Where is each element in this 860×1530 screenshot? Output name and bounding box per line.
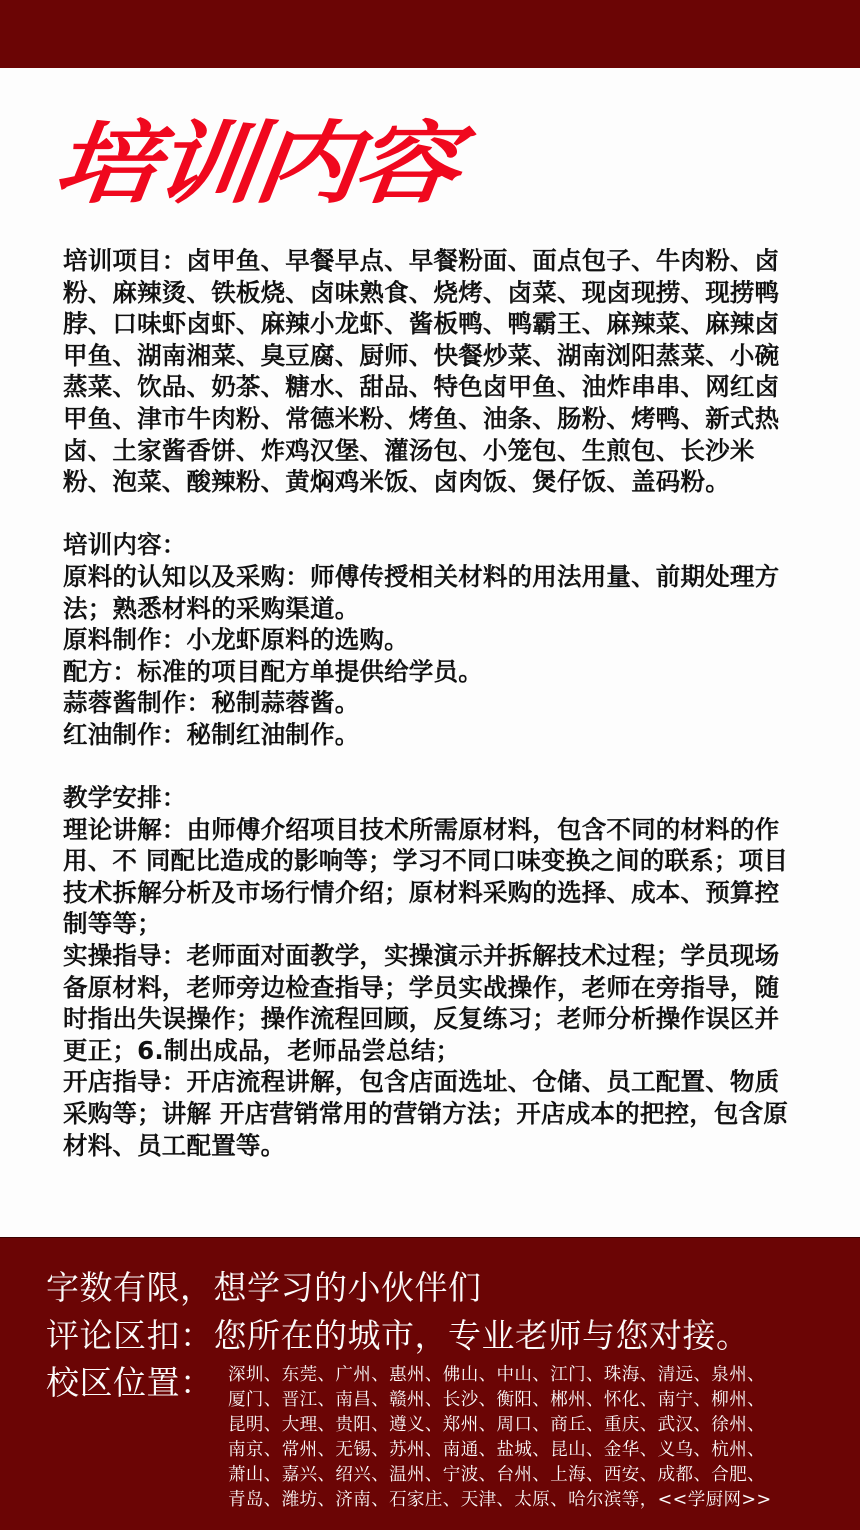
- spacer: [63, 498, 798, 530]
- top-banner: [0, 0, 860, 68]
- teaching-schedule-heading: 教学安排：: [63, 783, 187, 813]
- training-content-heading: 培训内容：: [63, 530, 187, 560]
- training-projects-paragraph: 培训项目：卤甲鱼、早餐早点、早餐粉面、面点包子、牛肉粉、卤粉、麻辣烫、铁板烧、卤味熟食、烧烤、卤菜、现卤现捞、现捞鸭脖、口味虾卤虾、麻辣小龙虾、酱板鸭、鸭霸王、麻辣菜、麻辣卤甲鱼、湖南湘菜、臭豆腐、厨师、快餐炒菜、湖南浏阳蒸菜、小碗蒸菜、饮品、奶茶、糖水、甜品、特色卤甲鱼、油炸串串、网红卤甲鱼、津市牛肉粉、常德米粉、烤鱼、油条、肠粉、烤鸭、新式热卤、土家酱香饼、炸鸡汉堡、灌汤包、小笼包、生煎包、长沙米粉、泡菜、酸辣粉、黄焖鸡米饭、卤肉饭、煲仔饭、盖码粉。: [63, 246, 780, 497]
- content-item: 配方：标准的项目配方单提供给学员。: [63, 656, 483, 686]
- footer-message-line: 字数有限，想学习的小伙伴们: [46, 1268, 482, 1307]
- main-content: [63, 245, 798, 1161]
- schedule-item: 开店指导：开店流程讲解，包含店面选址、仓储、员工配置、物质采购等；讲解 开店营销常用的营销方法；开店成本的把控，包含原材料、员工配置等。: [63, 1067, 789, 1160]
- campus-list: [228, 1363, 828, 1513]
- content-item: 蒜蓉酱制作：秘制蒜蓉酱。: [63, 688, 360, 718]
- spacer: [63, 751, 798, 783]
- schedule-item: 实操指导：老师面对面教学，实操演示并拆解技术过程；学员现场备原材料，老师旁边检查指导；学员实战操作，老师在旁指导，随时指出失误操作；操作流程回顾，反复练习；老师分析操作误区并更正；6.制出成品，老师品尝总结；: [63, 941, 780, 1065]
- footer-comment-prompt: 评论区扣：您所在的城市，专业老师与您对接。: [46, 1316, 750, 1355]
- campus-line: 南京、常州、无锡、苏州、南通、盐城、昆山、金华、义乌、杭州、: [228, 1440, 765, 1460]
- footer-panel: [0, 1237, 860, 1530]
- campus-line: 深圳、东莞、广州、惠州、佛山、中山、江门、珠海、清远、泉州、: [228, 1365, 765, 1385]
- campus-line: 昆明、大理、贵阳、遵义、郑州、周口、商丘、重庆、武汉、徐州、: [228, 1415, 765, 1435]
- page-title: 培训内容: [49, 111, 461, 217]
- campus-line: 青岛、潍坊、济南、石家庄、天津、太原、哈尔滨等，<<学厨网>>: [228, 1490, 772, 1510]
- campus-line: 厦门、晋江、南昌、赣州、长沙、衡阳、郴州、怀化、南宁、柳州、: [228, 1390, 765, 1410]
- campus-label: 校区位置：: [46, 1363, 214, 1402]
- schedule-item: 理论讲解：由师傅介绍项目技术所需原材料，包含不同的材料的作用、不 同配比造成的影响等；学习不同口味变换之间的联系；项目技术拆解分析及市场行情介绍；原材料采购的选择、成本、预算控制等等；: [63, 814, 789, 939]
- content-item: 红油制作：秘制红油制作。: [63, 719, 360, 749]
- campus-line: 萧山、嘉兴、绍兴、温州、宁波、台州、上海、西安、成都、合肥、: [228, 1465, 765, 1485]
- content-item: 原料的认知以及采购：师傅传授相关材料的用法用量、前期处理方法；熟悉材料的采购渠道。: [63, 561, 780, 623]
- content-item: 原料制作：小龙虾原料的选购。: [63, 625, 409, 655]
